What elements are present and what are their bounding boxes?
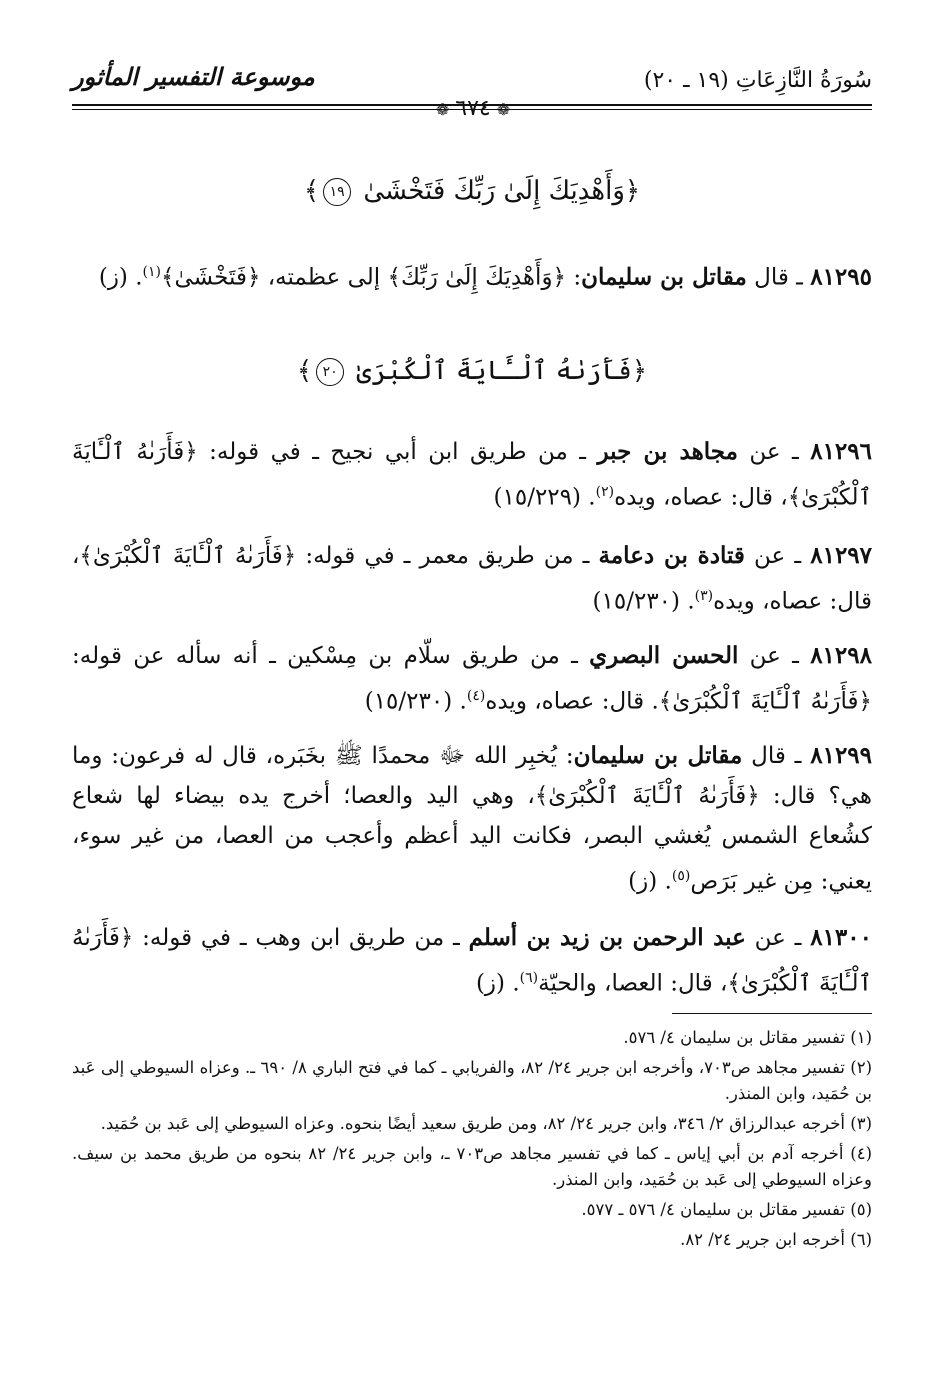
ornament-icon: ❁ — [435, 100, 450, 119]
source-tag: . (١٥/٢٣٠) — [364, 688, 467, 715]
ayah-number: ١٩ — [323, 178, 351, 206]
entry-connector: ـ عن — [745, 925, 811, 951]
entry-number: ٨١٢٩٥ — [810, 263, 872, 291]
entry-connector: ـ قال — [742, 743, 811, 769]
footnote: (١) تفسير مقاتل بن سليمان ٤/ ٥٧٦. — [623, 1028, 872, 1047]
verse-text: ﴿وَأَهْدِيَكَ إِلَىٰ رَبِّكَ فَتَخْشَىٰ — [363, 176, 641, 206]
narrator-name: مجاهد بن جبر — [597, 438, 738, 465]
narrator-name: مقاتل بن سليمان — [581, 263, 747, 291]
entry-text: ـ من طريق سلّام بن مِسْكين ـ أنه سأله عن قوله: ﴿فَأَرَىٰهُ ٱلْـَٔايَةَ ٱلْكُبْرَىٰ﴾. قال: عصاه، ويده — [72, 643, 872, 715]
footnote: (٣) أخرجه عبدالرزاق ٢/ ٣٤٦، وابن جرير ٢٤/ ٨٢، ومن طريق سعيد أيضًا بنحوه. وعزاه السيوطي إلى عَبد بن حُمَيد. — [100, 1114, 872, 1133]
source-tag: . (١٥/٢٣٠) — [592, 588, 695, 615]
verse-close: ﴾ — [296, 356, 313, 386]
entry-number: ٨١٢٩٧ — [810, 542, 873, 569]
entry-number: ٨١٢٩٦ — [810, 438, 872, 465]
narration-entry — [72, 536, 872, 622]
source-tag: . (١٥/٢٢٩) — [493, 484, 596, 511]
footnote-ref: (٤) — [466, 688, 486, 704]
entry-connector: ـ عن — [737, 439, 811, 465]
surah-title: سُورَةُ النَّازِعَاتِ (١٩ ـ ٢٠) — [643, 68, 872, 93]
narration-entry — [72, 918, 872, 1004]
footnote-ref: (٥) — [671, 868, 691, 884]
narration-entry — [72, 736, 872, 902]
footnote-ref: (٢) — [595, 484, 615, 500]
narrator-name: قتادة بن دعامة — [598, 542, 745, 569]
entry-connector: ـ عن — [738, 643, 811, 669]
verse-heading-19 — [72, 176, 872, 206]
source-tag: . (ز) — [98, 264, 143, 291]
entry-connector: ـ عن — [744, 543, 811, 569]
verse-close: ﴾ — [303, 176, 320, 206]
entry-number: ٨١٢٩٨ — [810, 642, 872, 669]
footnote: (٥) تفسير مقاتل بن سليمان ٤/ ٥٧٦ ـ ٥٧٧. — [581, 1200, 872, 1219]
source-tag: . (ز) — [475, 970, 520, 997]
entry-text: : ﴿وَأَهْدِيَكَ إِلَىٰ رَبِّكَ﴾ إلى عظمته، ﴿فَتَخْشَىٰ﴾ — [161, 264, 582, 291]
entry-text: : يُخبِر الله ﷻ محمدًا ﷺ بخَبَره، قال له فرعون: وما هي؟ قال: ﴿فَأَرَىٰهُ ٱلْـَٔايَةَ ٱلْكُبْرَىٰ﴾، وهي اليد والعصا؛ أخرج يده بيضاء لها شعاع كشُعاع الشمس يُغشي البصر، فكانت اليد أعظم وأعجب من العصا، من غير سوء، يعني: مِن غير بَرَص — [72, 743, 872, 895]
footnote-ref: (٣) — [694, 588, 714, 604]
entry-text: ـ من طريق ابن وهب ـ في قوله: ﴿فَأَرَىٰهُ ٱلْـَٔايَةَ ٱلْكُبْرَىٰ﴾، قال: العصا، والحيّة — [72, 925, 872, 997]
footnote-ref: (٦) — [519, 970, 539, 986]
entry-number: ٨١٢٩٩ — [810, 742, 873, 769]
footnote: (٢) تفسير مجاهد ص٧٠٣، وأخرجه ابن جرير ٢٤/ ٨٢، والفريابي ـ كما في فتح الباري ٨/ ٦٩٠ ـ. وعزاه السيوطي إلى عَبد بن حُمَيد، وابن المنذر. — [72, 1058, 873, 1103]
ayah-number: ٢٠ — [316, 358, 344, 386]
narrator-name: عبد الرحمن بن زيد بن أسلم — [468, 924, 746, 951]
footnotes — [72, 1025, 872, 1257]
page-number: ٦٧٤ — [455, 96, 491, 121]
footnote-separator — [672, 1013, 872, 1014]
narration-entry — [72, 636, 872, 722]
footnote: (٤) أخرجه آدم بن أبي إياس ـ كما في تفسير مجاهد ص٧٠٣ ـ، وابن جرير ٢٤/ ٨٢ بنحوه من طريق محمد بن سيف. وعزاه السيوطي إلى عَبد بن حُمَيد، وابن المنذر. — [72, 1144, 872, 1189]
book-title: موسوعة التفسير المأثور — [72, 62, 315, 91]
footnote: (٦) أخرجه ابن جرير ٢٤/ ٨٢. — [680, 1230, 872, 1249]
narration-entry — [72, 252, 872, 298]
ornament-icon: ❁ — [496, 100, 511, 119]
footnote-ref: (١) — [142, 264, 161, 280]
entry-text: ـ من طريق معمر ـ في قوله: ﴿فَأَرَىٰهُ ٱلْـَٔايَةَ ٱلْكُبْرَىٰ﴾، قال: عصاه، ويده — [72, 543, 872, 615]
verse-heading-20 — [72, 356, 872, 386]
verse-text: ﴿فَأَرَىٰهُ ٱلْـَٔايَةَ ٱلْكُبْرَىٰ — [356, 356, 648, 386]
narration-entry — [72, 432, 872, 518]
entry-connector: ـ قال — [746, 264, 811, 291]
source-tag: . (ز) — [628, 868, 672, 895]
narrator-name: مقاتل بن سليمان — [573, 742, 743, 769]
narrator-name: الحسن البصري — [589, 642, 739, 669]
page-number-block — [373, 96, 573, 121]
entry-text: ـ من طريق ابن أبي نجيح ـ في قوله: ﴿فَأَرَىٰهُ ٱلْـَٔايَةَ ٱلْكُبْرَىٰ﴾، قال: عصاه، ويده — [72, 439, 872, 511]
entry-number: ٨١٣٠٠ — [810, 924, 872, 951]
